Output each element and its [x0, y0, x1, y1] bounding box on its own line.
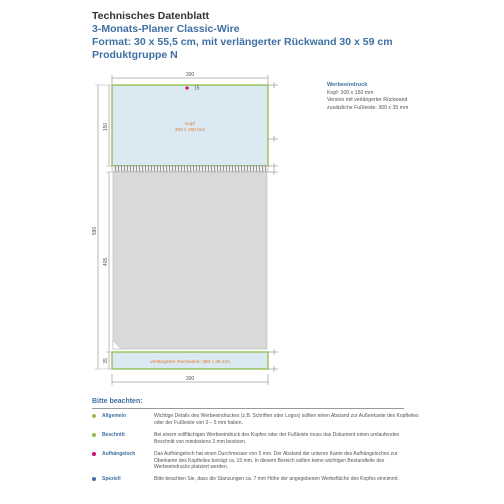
werbeeindruck-info [327, 82, 477, 112]
dim-total-height: 590 [92, 226, 98, 236]
product-group: Produktgruppe N [92, 49, 178, 61]
note-label-beschnitt [92, 432, 154, 439]
dim-calendar-height: 405 [103, 257, 109, 267]
note-label-text: Allgemein [102, 413, 126, 419]
note-text-beschnitt: Bei einem vollflächigen Werbeeindruck des Kopfes oder der Fußleiste muss das Dokument einen umlaufenden Beschnitt von mindestens 3 mm besitzen. [154, 432, 400, 445]
notes-divider [92, 408, 404, 409]
werbeeindruck-line-3: zusätzliche Fußleiste: 300 x 35 mm [327, 104, 409, 111]
note-label-allgemein [92, 413, 154, 420]
notes-title: Bitte beachten: [92, 398, 143, 405]
right-tick-marks [268, 82, 278, 372]
hole-distance-label: 15 [194, 85, 200, 92]
blue-dot-icon [92, 477, 96, 481]
green-dot-icon [92, 414, 96, 418]
dim-width-top: 300 [185, 72, 195, 78]
werbeeindruck-line-1: Kopf: 300 x 150 mm [327, 90, 374, 97]
document-title: Technisches Datenblatt [92, 10, 210, 22]
foot-label: verlängerter Rückwand: 300 x 35 mm [150, 360, 230, 365]
head-label: Kopf [185, 122, 195, 127]
werbeeindruck-heading: Werbeeindruck [327, 82, 368, 88]
green-dot-icon [92, 433, 96, 437]
magenta-dot-icon [92, 452, 96, 456]
head-size-label: 300 x 150 mm [174, 128, 206, 133]
product-format: Format: 30 x 55,5 cm, mit verlängerter Rückwand 30 x 59 cm [92, 36, 393, 48]
dim-width-bottom: 300 [185, 376, 195, 382]
werbeeindruck-line-2: Version mit verlängerter Rückwand [327, 97, 408, 104]
calendar-body [113, 172, 267, 349]
note-label-text: Speziell [102, 476, 121, 482]
note-text-aufhaengeloch: Das Aufhängeloch hat einen Durchmesser von 5 mm. Der Abstand der unteren Kante des Aufhängeloches zur Oberkante des Kopfteiles beträgt ca. 15 mm. In diesem Bereich sollten keine wichtigen Bestandteile des Werbeeindrucks platziert werden. [154, 451, 398, 471]
note-text-speziell: Bitte beachten Sie, dass die Stanzungen ca. 7 mm Höhe der angegebenen Werbefläche des Kopfes einnimmt. [154, 476, 399, 482]
note-label-aufhaengeloch [92, 451, 154, 458]
dim-foot-height: 35 [103, 358, 109, 364]
note-label-text: Aufhängeloch [102, 451, 136, 457]
note-label-text: Beschnitt [102, 432, 125, 438]
hanging-hole [185, 86, 188, 89]
dim-head-height: 150 [103, 122, 109, 132]
note-label-speziell [92, 476, 154, 483]
product-name: 3-Monats-Planer Classic-Wire [92, 23, 240, 35]
note-text-allgemein: Wichtige Details des Werbeeindruckes (z.B. Schriften oder Logos) sollten einen Abstand zur Außenkante des Kopfteiles oder der Fußleiste von 3 – 5 mm haben. [154, 413, 419, 426]
